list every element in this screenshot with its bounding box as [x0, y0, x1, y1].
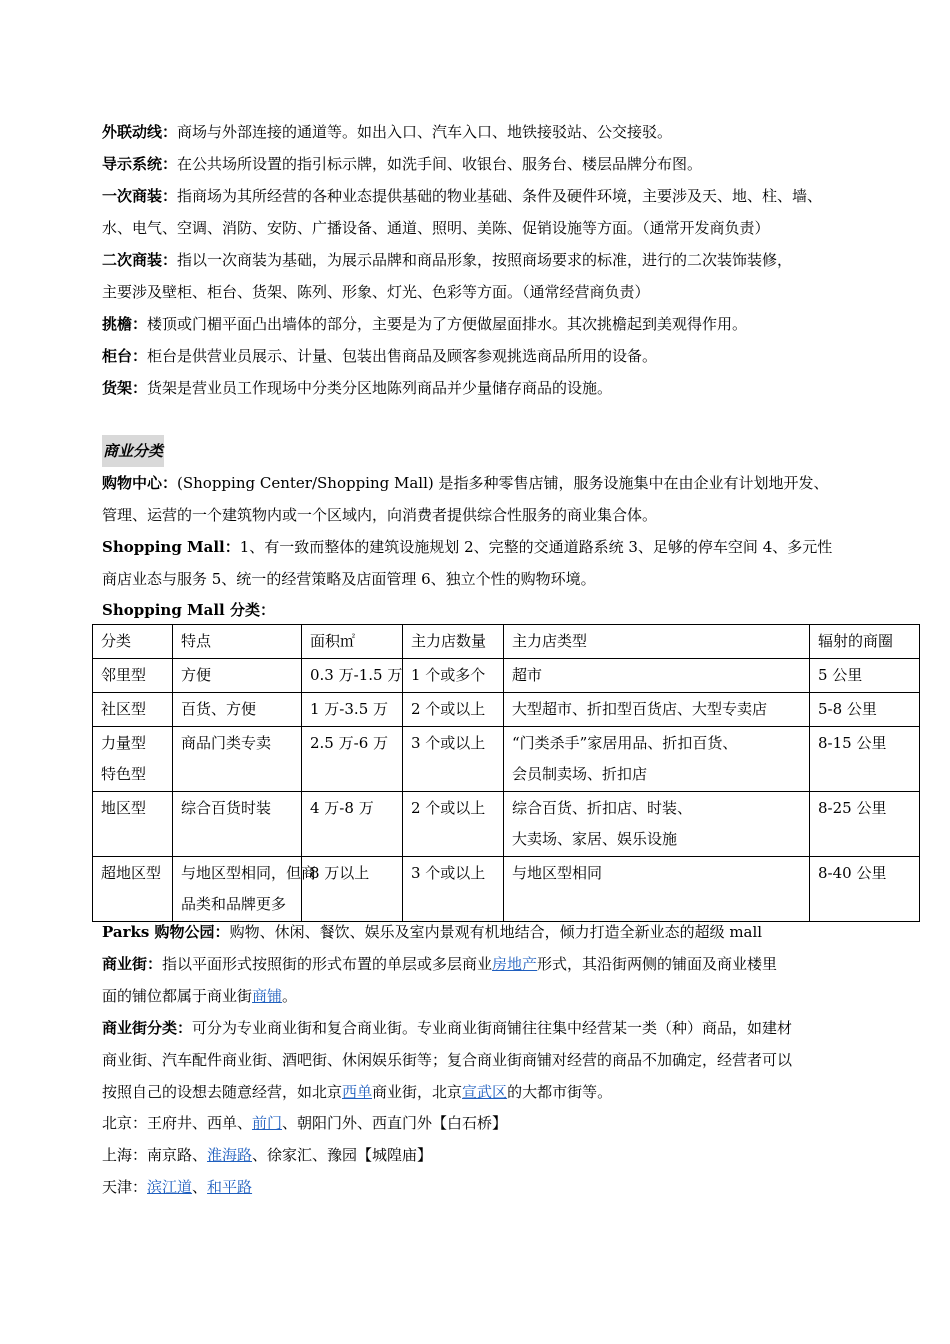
table-cell: 8-25 公里 — [810, 792, 920, 857]
table-header-row — [93, 625, 920, 659]
table-cell: 8-40 公里 — [810, 857, 920, 922]
table-cell: 百货、方便 — [173, 693, 302, 727]
cell-line: 力量型 — [101, 734, 147, 752]
cell-line: 特色型 — [101, 765, 147, 783]
table-cell: 与地区型相同 — [504, 857, 810, 922]
paragraph-text: 1、有一致而整体的建筑设施规划 2、完整的交通道路系统 3、足够的停车空间 4、多元性 — [239, 538, 833, 556]
term: 商业街： — [102, 955, 163, 973]
table-cell: 大型超市、折扣型百货店、大型专卖店 — [504, 693, 810, 727]
table-cell: 方便 — [173, 659, 302, 693]
definition-wayfinding — [102, 148, 862, 180]
table-cell — [93, 727, 173, 792]
separator: 、 — [192, 1178, 208, 1196]
table-cell — [504, 727, 810, 792]
city-text: 、朝阳门外、西直门外【白石桥】 — [282, 1114, 508, 1132]
term: 货架： — [102, 379, 148, 397]
cell-line: 品类和品牌更多 — [181, 895, 287, 913]
table-row — [93, 727, 920, 792]
table-row — [93, 792, 920, 857]
definition-counter — [102, 340, 862, 372]
mall-classification-table — [92, 624, 920, 922]
term: 购物中心： — [102, 474, 178, 492]
paragraph-text: 管理、运营的一个建筑物内或一个区域内，向消费者提供综合性服务的商业集合体。 — [102, 506, 658, 524]
paragraph-text: (Shopping Center/Shopping Mall) 是指多种零售店铺，服务设施集中在由企业有计划地开发、 — [177, 474, 829, 492]
city-tianjin — [102, 1171, 862, 1203]
definition-text: 货架是营业员工作现场中分类分区地陈列商品并少量储存商品的设施。 — [147, 379, 613, 397]
definition-text: 柜台是供营业员展示、计量、包装出售商品及顾客参观挑选商品所用的设备。 — [147, 347, 658, 365]
xidan-link[interactable]: 西单 — [342, 1083, 373, 1101]
real-estate-link[interactable]: 房地产 — [492, 955, 538, 973]
header-cell: 主力店数量 — [403, 625, 504, 659]
paragraph-text: 按照自己的设想去随意经营，如北京 — [102, 1083, 343, 1101]
paragraph-line — [102, 1076, 862, 1108]
definition-text: 指以一次商装为基础，为展示品牌和商品形象，按照商场要求的标准，进行的二次装饰装修， — [177, 251, 793, 269]
term: 挑檐： — [102, 315, 148, 333]
city-shanghai — [102, 1139, 862, 1171]
cell-line: 与地区型相同，但商 — [181, 864, 317, 882]
table-row — [93, 693, 920, 727]
table-cell: 邻里型 — [93, 659, 173, 693]
definition-text: 商场与外部连接的通道等。如出入口、汽车入口、地铁接驳站、公交接驳。 — [177, 123, 673, 141]
header-cell: 特点 — [173, 625, 302, 659]
shop-link[interactable]: 商铺 — [252, 987, 283, 1005]
definition-shelf — [102, 372, 862, 404]
cell-line: “门类杀手”家居用品、折扣百货、 — [512, 734, 738, 752]
table-cell: 2.5 万-6 万 — [302, 727, 403, 792]
city-text: 北京：王府井、西单、 — [102, 1114, 253, 1132]
definition-text: 水、电气、空调、消防、安防、广播设备、通道、照明、美陈、促销设施等方面。（通常开发商负责） — [102, 219, 770, 237]
qianmen-link[interactable]: 前门 — [252, 1114, 283, 1132]
table-cell: 超地区型 — [93, 857, 173, 922]
table-cell: 地区型 — [93, 792, 173, 857]
definition-primary-fitout — [102, 180, 862, 244]
shopping-mall-paragraph — [102, 531, 862, 595]
term: 柜台： — [102, 347, 148, 365]
paragraph-text: 商业街、汽车配件商业街、酒吧街、休闲娱乐街等；复合商业街商铺对经营的商品不加确定，经营者可以 — [102, 1051, 793, 1069]
city-text: 天津： — [102, 1178, 148, 1196]
paragraph-text: 的大都市街等。 — [507, 1083, 613, 1101]
cell-line: 大卖场、家居、娱乐设施 — [512, 830, 678, 848]
definition-text: 在公共场所设置的指引标示牌，如洗手间、收银台、服务台、楼层品牌分布图。 — [177, 155, 703, 173]
paragraph-text: 指以平面形式按照街的形式布置的单层或多层商业 — [162, 955, 493, 973]
paragraph-text: 形式，其沿街两侧的铺面及商业楼里 — [537, 955, 778, 973]
table-cell: 8 万以上 — [302, 857, 403, 922]
header-cell: 分类 — [93, 625, 173, 659]
header-cell: 主力店类型 — [504, 625, 810, 659]
city-text: 上海：南京路、 — [102, 1146, 208, 1164]
paragraph-line — [102, 980, 862, 1012]
table-cell: 3 个或以上 — [403, 857, 504, 922]
paragraph-text: 可分为专业商业街和复合商业街。专业商业街商铺往往集中经营某一类（种）商品，如建材 — [192, 1019, 793, 1037]
term: 导示系统： — [102, 155, 178, 173]
header-cell: 面积㎡ — [302, 625, 403, 659]
definition-secondary-fitout — [102, 244, 862, 308]
table-cell: 1 个或多个 — [403, 659, 504, 693]
city-text: 、徐家汇、豫园【城隍庙】 — [252, 1146, 433, 1164]
xuanwu-district-link[interactable]: 宣武区 — [462, 1083, 508, 1101]
term: Shopping Mall： — [102, 538, 240, 556]
term: 一次商装： — [102, 187, 178, 205]
table-cell: 社区型 — [93, 693, 173, 727]
definition-text: 楼顶或门楣平面凸出墙体的部分，主要是为了方便做屋面排水。其次挑檐起到美观得作用。 — [147, 315, 748, 333]
paragraph-text: 面的铺位都属于商业街 — [102, 987, 253, 1005]
table-cell: 5-8 公里 — [810, 693, 920, 727]
city-beijing — [102, 1107, 862, 1139]
table-cell — [504, 792, 810, 857]
cell-line: 会员制卖场、折扣店 — [512, 765, 648, 783]
mall-table-title: Shopping Mall 分类： — [102, 601, 275, 619]
term: 二次商装： — [102, 251, 178, 269]
huaihai-road-link[interactable]: 淮海路 — [207, 1146, 253, 1164]
paragraph-text: 商业街，北京 — [372, 1083, 463, 1101]
table-cell: 8-15 公里 — [810, 727, 920, 792]
table-cell: 0.3 万-1.5 万 — [302, 659, 403, 693]
definition-eaves — [102, 308, 862, 340]
table-cell: 5 公里 — [810, 659, 920, 693]
table-cell: 2 个或以上 — [403, 693, 504, 727]
paragraph-text: 商店业态与服务 5、统一的经营策略及店面管理 6、独立个性的购物环境。 — [102, 570, 596, 588]
paragraph-text: 。 — [282, 987, 298, 1005]
definition-text: 主要涉及壁柜、柜台、货架、陈列、形象、灯光、色彩等方面。（通常经营商负责） — [102, 283, 650, 301]
table-row — [93, 857, 920, 922]
header-cell: 辐射的商圈 — [810, 625, 920, 659]
term: 商业街分类： — [102, 1019, 193, 1037]
shopping-center-paragraph — [102, 467, 862, 531]
term: Parks 购物公园： — [102, 923, 230, 941]
paragraph-text: 购物、休闲、餐饮、娱乐及室内景观有机地结合，倾力打造全新业态的超级 mall — [229, 923, 763, 941]
binjiang-road-link[interactable]: 滨江道 — [147, 1178, 193, 1196]
table-cell — [173, 857, 317, 922]
section-heading: 商业分类 — [102, 435, 164, 467]
table-row — [93, 659, 920, 693]
table-cell: 超市 — [504, 659, 810, 693]
cell-line: 综合百货、折扣店、时装、 — [512, 799, 693, 817]
table-cell: 2 个或以上 — [403, 792, 504, 857]
heping-road-link[interactable]: 和平路 — [207, 1178, 253, 1196]
definition-external-circulation — [102, 116, 862, 148]
table-cell: 商品门类专卖 — [173, 727, 302, 792]
street-classification-paragraph — [102, 1012, 862, 1108]
table-cell: 1 万-3.5 万 — [302, 693, 403, 727]
table-cell: 3 个或以上 — [403, 727, 504, 792]
parks-paragraph — [102, 916, 862, 948]
term: 外联动线： — [102, 123, 178, 141]
definition-text: 指商场为其所经营的各种业态提供基础的物业基础、条件及硬件环境，主要涉及天、地、柱、墙、 — [177, 187, 823, 205]
table-cell: 综合百货时装 — [173, 792, 302, 857]
commercial-street-paragraph — [102, 948, 862, 1012]
table-cell: 4 万-8 万 — [302, 792, 403, 857]
